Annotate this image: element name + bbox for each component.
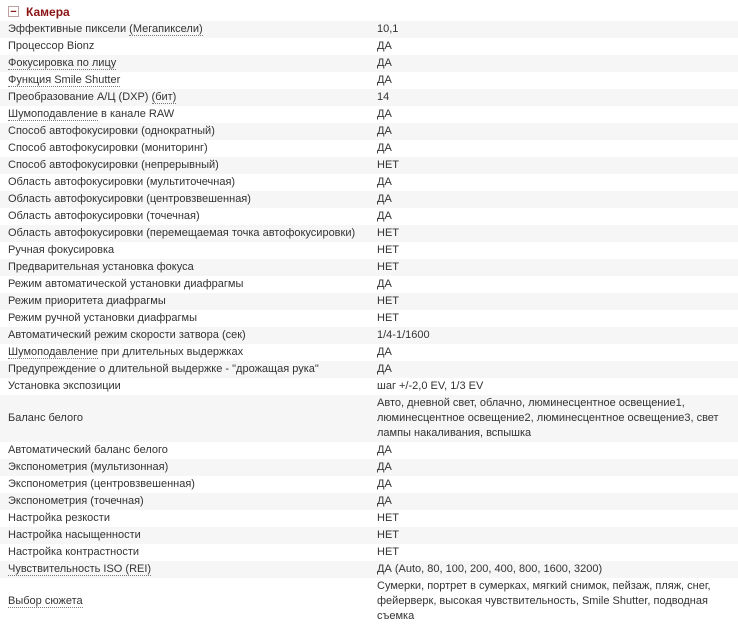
spec-label-pre: Настройка контрастности xyxy=(8,546,140,558)
spec-value: шаг +/-2,0 EV, 1/3 EV xyxy=(377,380,484,392)
spec-label xyxy=(0,157,373,174)
spec-label xyxy=(0,174,373,191)
spec-label-pre: Режим приоритета диафрагмы xyxy=(8,295,166,307)
spec-label xyxy=(0,510,373,527)
spec-label-pre: Предупреждение о длительной выдержке - "дрожащая рука" xyxy=(8,363,319,375)
spec-value: ДА xyxy=(377,346,392,358)
spec-value: НЕТ xyxy=(377,227,399,239)
spec-value: ДА xyxy=(377,444,392,456)
spec-label-pre: Настройка насыщенности xyxy=(8,529,141,541)
spec-term-link[interactable]: Выбор сюжета xyxy=(8,595,83,607)
spec-term-link[interactable]: Функция Smile Shutter xyxy=(8,74,121,86)
spec-value: ДА (Auto, 80, 100, 200, 400, 800, 1600, 3200) xyxy=(377,563,603,575)
spec-value: НЕТ xyxy=(377,295,399,307)
spec-row xyxy=(0,327,738,344)
spec-label xyxy=(0,410,373,427)
spec-row xyxy=(0,259,738,276)
spec-row xyxy=(0,561,738,578)
spec-value: ДА xyxy=(377,108,392,120)
spec-label xyxy=(0,378,373,395)
spec-value: Авто, дневной свет, облачно, люминесцентное освещение1, люминесцентное освещение2, люминесцентное освещение3, свет лампы накаливания, вспышка xyxy=(377,397,719,439)
spec-row xyxy=(0,493,738,510)
spec-row xyxy=(0,293,738,310)
spec-label-pre: Способ автофокусировки (мониторинг) xyxy=(8,142,208,154)
spec-row xyxy=(0,208,738,225)
spec-label-pre: Установка экспозиции xyxy=(8,380,121,392)
spec-label xyxy=(0,593,373,610)
spec-row xyxy=(0,106,738,123)
spec-value: ДА xyxy=(377,210,392,222)
spec-term-link[interactable]: Чувствительность ISO (REI) xyxy=(8,563,152,575)
spec-label xyxy=(0,476,373,493)
spec-row xyxy=(0,225,738,242)
spec-row xyxy=(0,527,738,544)
spec-label-pre: Экспонометрия (мультизонная) xyxy=(8,461,169,473)
spec-value: ДА xyxy=(377,40,392,52)
spec-rows xyxy=(0,21,738,625)
spec-value: ДА xyxy=(377,176,392,188)
spec-value: НЕТ xyxy=(377,244,399,256)
spec-row xyxy=(0,544,738,561)
spec-label xyxy=(0,140,373,157)
spec-row xyxy=(0,276,738,293)
spec-label xyxy=(0,208,373,225)
spec-value: ДА xyxy=(377,478,392,490)
spec-term-link[interactable]: Шумоподавление xyxy=(8,346,98,358)
spec-value: НЕТ xyxy=(377,312,399,324)
spec-label xyxy=(0,225,373,242)
spec-row xyxy=(0,476,738,493)
spec-row xyxy=(0,21,738,38)
spec-label xyxy=(0,527,373,544)
spec-value: ДА xyxy=(377,363,392,375)
spec-value: 14 xyxy=(377,91,390,103)
spec-label-pre: Автоматический баланс белого xyxy=(8,444,168,456)
spec-label xyxy=(0,123,373,140)
spec-term-link[interactable]: (Мегапиксели) xyxy=(129,23,203,35)
spec-label-pre: Режим ручной установки диафрагмы xyxy=(8,312,197,324)
spec-label xyxy=(0,459,373,476)
spec-label xyxy=(0,242,373,259)
spec-term-link[interactable]: Фокусировка по лицу xyxy=(8,57,117,69)
spec-row xyxy=(0,578,738,625)
spec-label-pre: Экспонометрия (центровзвешенная) xyxy=(8,478,195,490)
spec-label-pre: Область автофокусировки (мультиточечная) xyxy=(8,176,236,188)
spec-label xyxy=(0,259,373,276)
spec-value: ДА xyxy=(377,142,392,154)
spec-row xyxy=(0,123,738,140)
spec-row xyxy=(0,191,738,208)
spec-row xyxy=(0,378,738,395)
spec-value: 10,1 xyxy=(377,23,399,35)
spec-value: ДА xyxy=(377,57,392,69)
spec-label xyxy=(0,38,373,55)
spec-value: НЕТ xyxy=(377,159,399,171)
spec-label-pre: Ручная фокусировка xyxy=(8,244,115,256)
spec-label-post: в канале RAW xyxy=(97,108,175,120)
spec-label xyxy=(0,55,373,72)
spec-row xyxy=(0,38,738,55)
spec-value: ДА xyxy=(377,193,392,205)
spec-value: НЕТ xyxy=(377,546,399,558)
spec-label-pre: Баланс белого xyxy=(8,412,83,424)
spec-label xyxy=(0,344,373,361)
spec-label xyxy=(0,72,373,89)
spec-label-pre: Настройка резкости xyxy=(8,512,110,524)
spec-label-pre: Автоматический режим скорости затвора (сек) xyxy=(8,329,246,341)
spec-value: ДА xyxy=(377,278,392,290)
spec-value: НЕТ xyxy=(377,261,399,273)
spec-row xyxy=(0,510,738,527)
spec-label-pre: Экспонометрия (точечная) xyxy=(8,495,144,507)
spec-label-pre: Область автофокусировки (центровзвешенная) xyxy=(8,193,251,205)
spec-label xyxy=(0,310,373,327)
spec-row xyxy=(0,72,738,89)
spec-label-pre: Область автофокусировки (перемещаемая точка автофокусировки) xyxy=(8,227,356,239)
spec-label xyxy=(0,327,373,344)
spec-label xyxy=(0,361,373,378)
spec-row xyxy=(0,395,738,442)
spec-label xyxy=(0,106,373,123)
spec-label-pre: Процессор Bionz xyxy=(8,40,95,52)
spec-value: ДА xyxy=(377,495,392,507)
section-header-camera[interactable] xyxy=(0,0,738,21)
spec-row xyxy=(0,174,738,191)
spec-value: 1/4-1/1600 xyxy=(377,329,430,341)
spec-value: ДА xyxy=(377,74,392,86)
spec-row xyxy=(0,157,738,174)
spec-row xyxy=(0,310,738,327)
spec-row xyxy=(0,89,738,106)
spec-label-pre: Способ автофокусировки (однократный) xyxy=(8,125,215,137)
spec-label-pre: Область автофокусировки (точечная) xyxy=(8,210,200,222)
spec-row xyxy=(0,55,738,72)
spec-label-pre: Способ автофокусировки (непрерывный) xyxy=(8,159,219,171)
spec-row xyxy=(0,442,738,459)
spec-label xyxy=(0,442,373,459)
spec-term-link[interactable]: (бит) xyxy=(151,91,177,103)
spec-value: ДА xyxy=(377,461,392,473)
spec-row xyxy=(0,459,738,476)
spec-label xyxy=(0,561,373,578)
spec-label-post: при длительных выдержках xyxy=(97,346,244,358)
spec-value: НЕТ xyxy=(377,512,399,524)
spec-label xyxy=(0,89,373,106)
spec-label xyxy=(0,21,373,38)
spec-value: НЕТ xyxy=(377,529,399,541)
spec-label-pre: Преобразование А/Ц (DXP) xyxy=(8,91,152,103)
section-title[interactable]: Камера xyxy=(26,4,70,19)
spec-row xyxy=(0,361,738,378)
spec-label xyxy=(0,544,373,561)
spec-row xyxy=(0,242,738,259)
spec-row xyxy=(0,140,738,157)
spec-label xyxy=(0,276,373,293)
collapse-minus-icon[interactable]: − xyxy=(8,6,19,17)
spec-label-pre: Предварительная установка фокуса xyxy=(8,261,194,273)
spec-label-pre: Режим автоматической установки диафрагмы xyxy=(8,278,244,290)
spec-value: Сумерки, портрет в сумерках, мягкий снимок, пейзаж, пляж, снег, фейерверк, высокая чувствительность, Smile Shutter, подводная съемка xyxy=(377,580,711,622)
spec-value: ДА xyxy=(377,125,392,137)
spec-term-link[interactable]: Шумоподавление xyxy=(8,108,98,120)
spec-label xyxy=(0,493,373,510)
spec-label-pre: Эффективные пиксели xyxy=(8,23,130,35)
spec-label xyxy=(0,293,373,310)
spec-row xyxy=(0,344,738,361)
spec-label xyxy=(0,191,373,208)
